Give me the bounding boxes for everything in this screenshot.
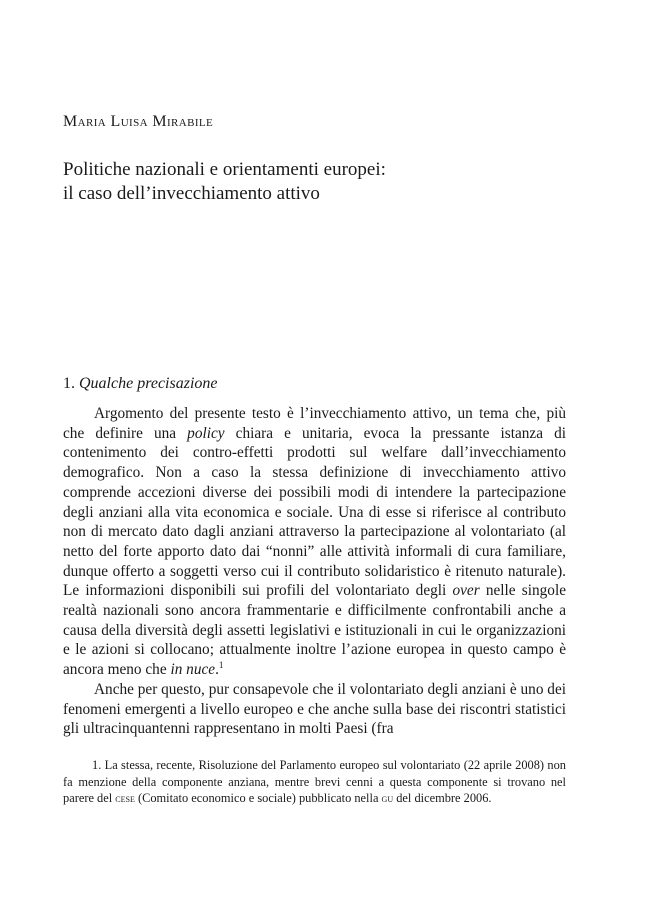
emphasis-policy: policy (187, 424, 225, 442)
abbr-cese: cese (115, 792, 135, 805)
section-title: Qualche precisazione (79, 375, 218, 392)
footnotes (63, 757, 566, 808)
emphasis-over: over (452, 582, 480, 600)
footnote-ref-1[interactable]: 1 (218, 660, 224, 671)
author-name: Maria Luisa Mirabile (63, 113, 214, 130)
chapter-title-line-2: il caso dell’invecchiamento attivo (63, 183, 320, 204)
body-text (63, 404, 566, 739)
chapter-title (63, 158, 583, 206)
footnote-1: 1. La stessa, recente, Risoluzione del Parlamento europeo sul volontariato (22 aprile 2008) non fa menzione della componente anziana, mentre brevi cenni a questa componente si trovano nel parere del cese (Comitato economico e sociale) pubblicato nella gu del dicembre 2006. (63, 758, 566, 805)
section-number: 1. (63, 375, 79, 392)
emphasis-in-nuce: in nuce (170, 661, 216, 679)
chapter-title-line-1: Politiche nazionali e orientamenti europei: (63, 159, 386, 180)
paragraph-2: Anche per questo, pur consapevole che il volontariato degli anziani è uno dei fenomeni emergenti a livello europeo e che anche sulla base dei riscontri statistici gli ultracinquantenni rappresentano in molti Paesi (fra (63, 680, 566, 738)
abbr-gu: gu (381, 792, 394, 805)
paragraph-1: Argomento del presente testo è l’invecchiamento attivo, un tema che, più che definire una policy chiara e unitaria, evoca la pressante istanza di contenimento dei contro-effetti prodotti sul welfare dall’invecchiamento demografico. Non a caso la stessa definizione di invecchiamento attivo comprende accezioni diverse dei possibili modi di intendere la partecipazione degli anziani alla vita economica e sociale. Una di esse si riferisce al contributo non di mercato dato dagli anziani attraverso la partecipazione al volontariato (al netto del forte apporto dato dai “nonni” alle attività informali di cura familiare, dunque offerto a soggetti verso cui il contributo solidaristico è ritenuto naturale). Le informazioni disponibili sui profili del volontariato degli over nelle singole realtà nazionali sono ancora frammentarie e difficilmente confrontabili anche a causa della diversità degli assetti legislativi e istituzionali in cui le organizzazioni e le azioni si collocano; attualmente inoltre l’azione europea in questo campo è ancora meno che in nuce.$^1$ (63, 405, 566, 679)
section-heading (63, 375, 217, 393)
